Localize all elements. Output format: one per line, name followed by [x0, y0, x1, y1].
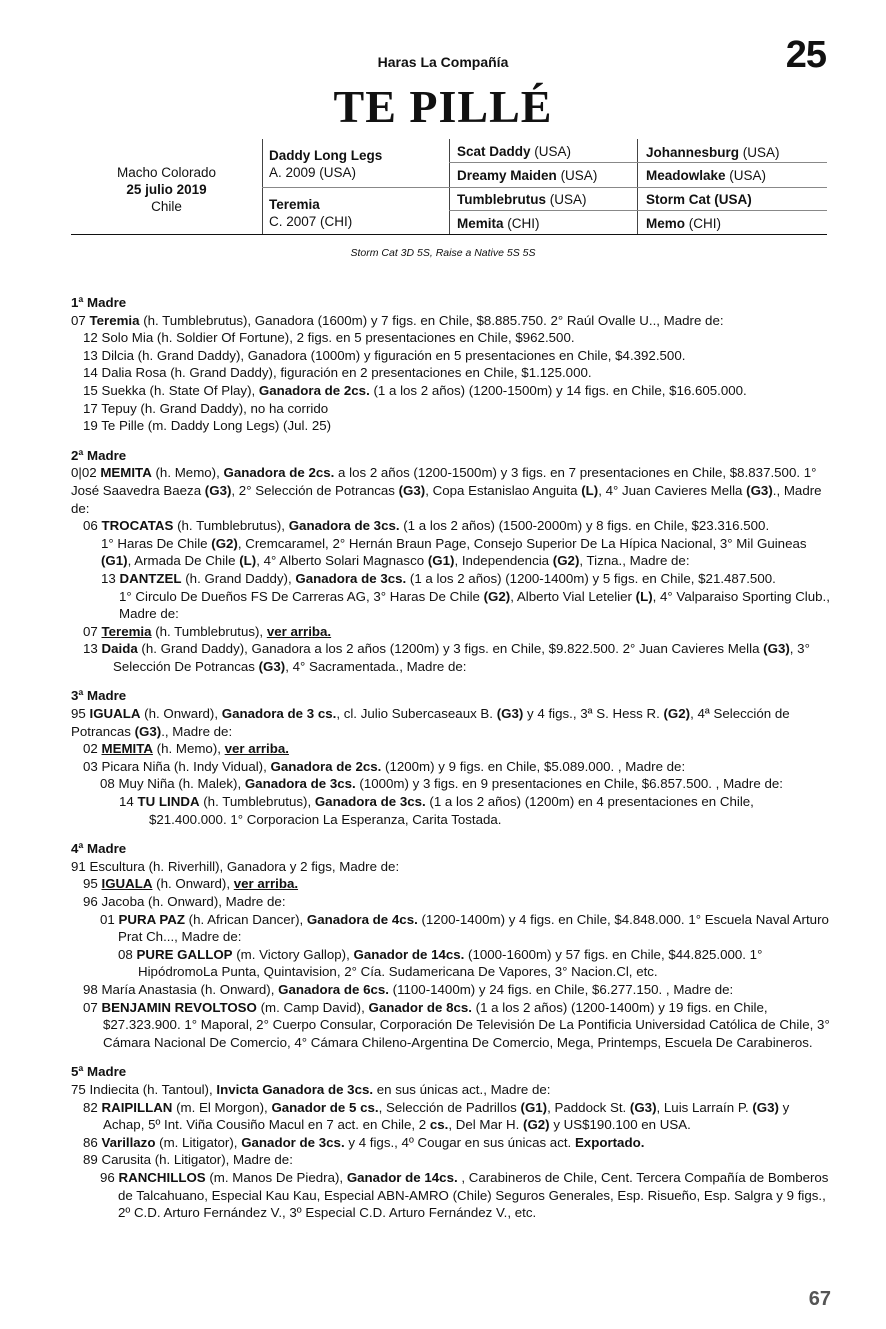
family-entry: 13 Daida (h. Grand Daddy), Ganadora a los 2 años (1200m) y 3 figs. en Chile, $9.822.500. 2° Juan Cavieres Mella (G3), 3° Selección De Potrancas (G3), 4° Sacramentada., Madre de: [83, 641, 810, 674]
section-title: 5ª Madre [71, 1064, 127, 1080]
family-entry: 17 Tepuy (h. Grand Daddy), no ha corrido [83, 400, 329, 416]
section-title: 1ª Madre [71, 295, 127, 310]
family-entry: 86 Varillazo (m. Litigator), Ganador de 3cs. y 4 figs., 4º Cougar en sus únicas act. Exportado. [83, 1134, 645, 1150]
family-entry: 96 Jacoba (h. Onward), Madre de: [83, 894, 286, 909]
gen3-2: Meadowlake (USA) [646, 168, 767, 183]
sire-dam: Dreamy Maiden (USA) [457, 168, 598, 183]
family-entry: 14 TU LINDA (h. Tumblebrutus), Ganadora de 3cs. (1 a los 2 años) (1200m) en 4 presentaciones en Chile, $21.400.000. 1° Corporacion La Esperanza, Carita Tostada. [119, 794, 754, 827]
dam-name: Teremia [269, 197, 320, 212]
dam-info: C. 2007 (CHI) [269, 214, 353, 229]
dam-sire: Tumblebrutus (USA) [457, 192, 587, 207]
family-entry: 0|02 MEMITA (h. Memo), Ganadora de 2cs. a los 2 años (1200-1500m) y 3 figs. en 7 presentaciones en Chile, $8.837.500. 1° José Saavedra Baeza (G3), 2° Selección de Potrancas (G3), Copa Estanislao Anguita (L), 4° Juan Cavieres Mella (G3)., Madre de: [71, 465, 822, 516]
section-title: 4ª Madre [71, 841, 127, 857]
sire-name: Daddy Long Legs [269, 148, 383, 163]
dam [269, 196, 352, 230]
inbreeding-note: Storm Cat 3D 5S, Raise a Native 5S 5S [350, 247, 536, 259]
family-entry: 75 Indiecita (h. Tantoul), Invicta Ganadora de 3cs. en sus únicas act., Madre de: [71, 1081, 551, 1097]
family-entry: 12 Solo Mia (h. Soldier Of Fortune), 2 figs. en 5 presentaciones en Chile, $962.500. [83, 330, 575, 346]
horse-name: TE PILLÉ [333, 81, 553, 132]
foaling-date: 25 julio 2019 [126, 182, 207, 197]
family-entry: 91 Escultura (h. Riverhill), Ganadora y 2 figs, Madre de: [71, 858, 400, 874]
pedigree-table [71, 139, 827, 235]
family-entry: 1° Haras De Chile (G2), Cremcaramel, 2° Hernán Braun Page, Consejo Superior De La Hípica Nacional, 3° Mil Guineas (G1), Armada De Chile (L), 4° Alberto Solari Magnasco (G1), Independencia (G2), Tizna., Madre de: [101, 535, 807, 569]
family-entry: 03 Picara Niña (h. Indy Vidual), Ganadora de 2cs. (1200m) y 9 figs. en Chile, $5.089.000. , Madre de: [83, 758, 686, 774]
section-title: 2ª Madre [71, 447, 127, 463]
page-number: 67 [808, 1288, 831, 1310]
stud-farm-name: Haras La Compañía [377, 54, 509, 70]
family-entry: 08 Muy Niña (h. Malek), Ganadora de 3cs. (1000m) y 3 figs. en 9 presentaciones en Chile, $6.857.500. , Madre de: [100, 776, 783, 792]
family-entry: 96 RANCHILLOS (m. Manos De Piedra), Ganador de 14cs. , Carabineros de Chile, Cent. Tercera Compañía de Bomberos de Talcahuano, Especial Kau Kau, Especial ABN-AMRO (Chile) Seguros Generales, Esp. Risueño, Esp. Salgra y 9 figs., 2º C.D. Arturo Fernández V., 3º Especial C.D. Arturo Fernández V., etc. [100, 1169, 829, 1221]
family-entry: 15 Suekka (h. State Of Play), Ganadora de 2cs. (1 a los 2 años) (1200-1500m) y 14 figs. en Chile, $16.605.000. [83, 382, 747, 398]
family-entry: 02 MEMITA (h. Memo), ver arriba. [83, 741, 289, 757]
family-entry: 08 PURE GALLOP (m. Victory Gallop), Ganador de 14cs. (1000-1600m) y 57 figs. en Chile, $44.825.000. 1° HipódromoLa Punta, Quintavision, 2° Cía. Sudamericana De Vapores, 3° Nacion.Cl, etc. [118, 946, 763, 980]
family-entry: 07 BENJAMIN REVOLTOSO (m. Camp David), Ganador de 8cs. (1 a los 2 años) (1200-1400m) y 19 figs. en Chile, $27.323.900. 1° Maporal, 2° Cuerpo Consular, Corporación De Televisión De La Pontificia Universidad Católica de Chile, 3° Cámara Nacional De Comercio, 4° Cámara Chileno-Argentina De Comercio, Mega, Printemps, Escuela De Carabineros. [83, 999, 830, 1050]
family-entry: 06 TROCATAS (h. Tumblebrutus), Ganadora de 3cs. (1 a los 2 años) (1500-2000m) y 8 figs. en Chile, $23.316.500. [83, 518, 770, 534]
family-entry: 82 RAIPILLAN (m. El Morgon), Ganador de 5 cs., Selección de Padrillos (G1), Paddock St. (G3), Luis Larraín P. (G3) y Achap, 5º Int. Viña Cousiño Macul en 7 act. en Chile, 2 cs., Del Mar H. (G2) y US$190.100 en USA. [83, 1099, 790, 1133]
family-entry: 95 IGUALA (h. Onward), ver arriba. [83, 876, 299, 892]
dam-dam: Memita (CHI) [457, 216, 540, 231]
family-entry: 07 Teremia (h. Tumblebrutus), ver arriba. [83, 623, 332, 639]
sex-color: Macho Colorado [116, 165, 217, 180]
lot-number: 25 [785, 34, 826, 76]
sire-info: A. 2009 (USA) [269, 165, 357, 180]
sire [269, 147, 382, 181]
family-entry: 95 IGUALA (h. Onward), Ganadora de 3 cs., cl. Julio Subercaseaux B. (G3) y 4 figs., 3ª S. Hess R. (G2), 4ª Selección de Potrancas (G3)., Madre de: [71, 706, 790, 739]
family-entry: 1° Circulo De Dueños FS De Carreras AG, 3° Haras De Chile (G2), Alberto Vial Letelier (L), 4° Valparaiso Sporting Club., Madre de: [119, 588, 830, 622]
country-of-birth: Chile [151, 199, 182, 214]
gen3-1: Johannesburg (USA) [646, 145, 780, 160]
family-entry: 01 PURA PAZ (h. African Dancer), Ganadora de 4cs. (1200-1400m) y 4 figs. en Chile, $4.848.000. 1° Escuela Naval Arturo Prat Ch..., Madre de: [100, 911, 829, 945]
gen3-3: Storm Cat (USA) [646, 192, 752, 207]
family-entry: 13 Dilcia (h. Grand Daddy), Ganadora (1000m) y figuración en 5 presentaciones en Chile, $4.392.500. [83, 347, 686, 363]
family-entry: 89 Carusita (h. Litigator), Madre de: [83, 1152, 293, 1168]
family-entry: 19 Te Pille (m. Daddy Long Legs) (Jul. 25) [83, 418, 332, 434]
family-entry: 13 DANTZEL (h. Grand Daddy), Ganadora de 3cs. (1 a los 2 años) (1200-1400m) y 5 figs. en Chile, $21.487.500. [101, 570, 776, 586]
section-title: 3ª Madre [71, 688, 127, 704]
family-entry: 14 Dalia Rosa (h. Grand Daddy), figuración en 2 presentaciones en Chile, $1.125.000. [83, 365, 592, 381]
sire-sire: Scat Daddy (USA) [457, 144, 572, 159]
family-entry: 98 María Anastasia (h. Onward), Ganadora de 6cs. (1100-1400m) y 24 figs. en Chile, $6.277.150. , Madre de: [83, 981, 734, 997]
family-entry: 07 Teremia (h. Tumblebrutus), Ganadora (1600m) y 7 figs. en Chile, $8.885.750. 2° Raúl Ovalle U.., Madre de: [71, 312, 724, 328]
gen3-4: Memo (CHI) [646, 216, 722, 231]
horse-description [71, 164, 262, 215]
female-family [71, 294, 831, 1222]
